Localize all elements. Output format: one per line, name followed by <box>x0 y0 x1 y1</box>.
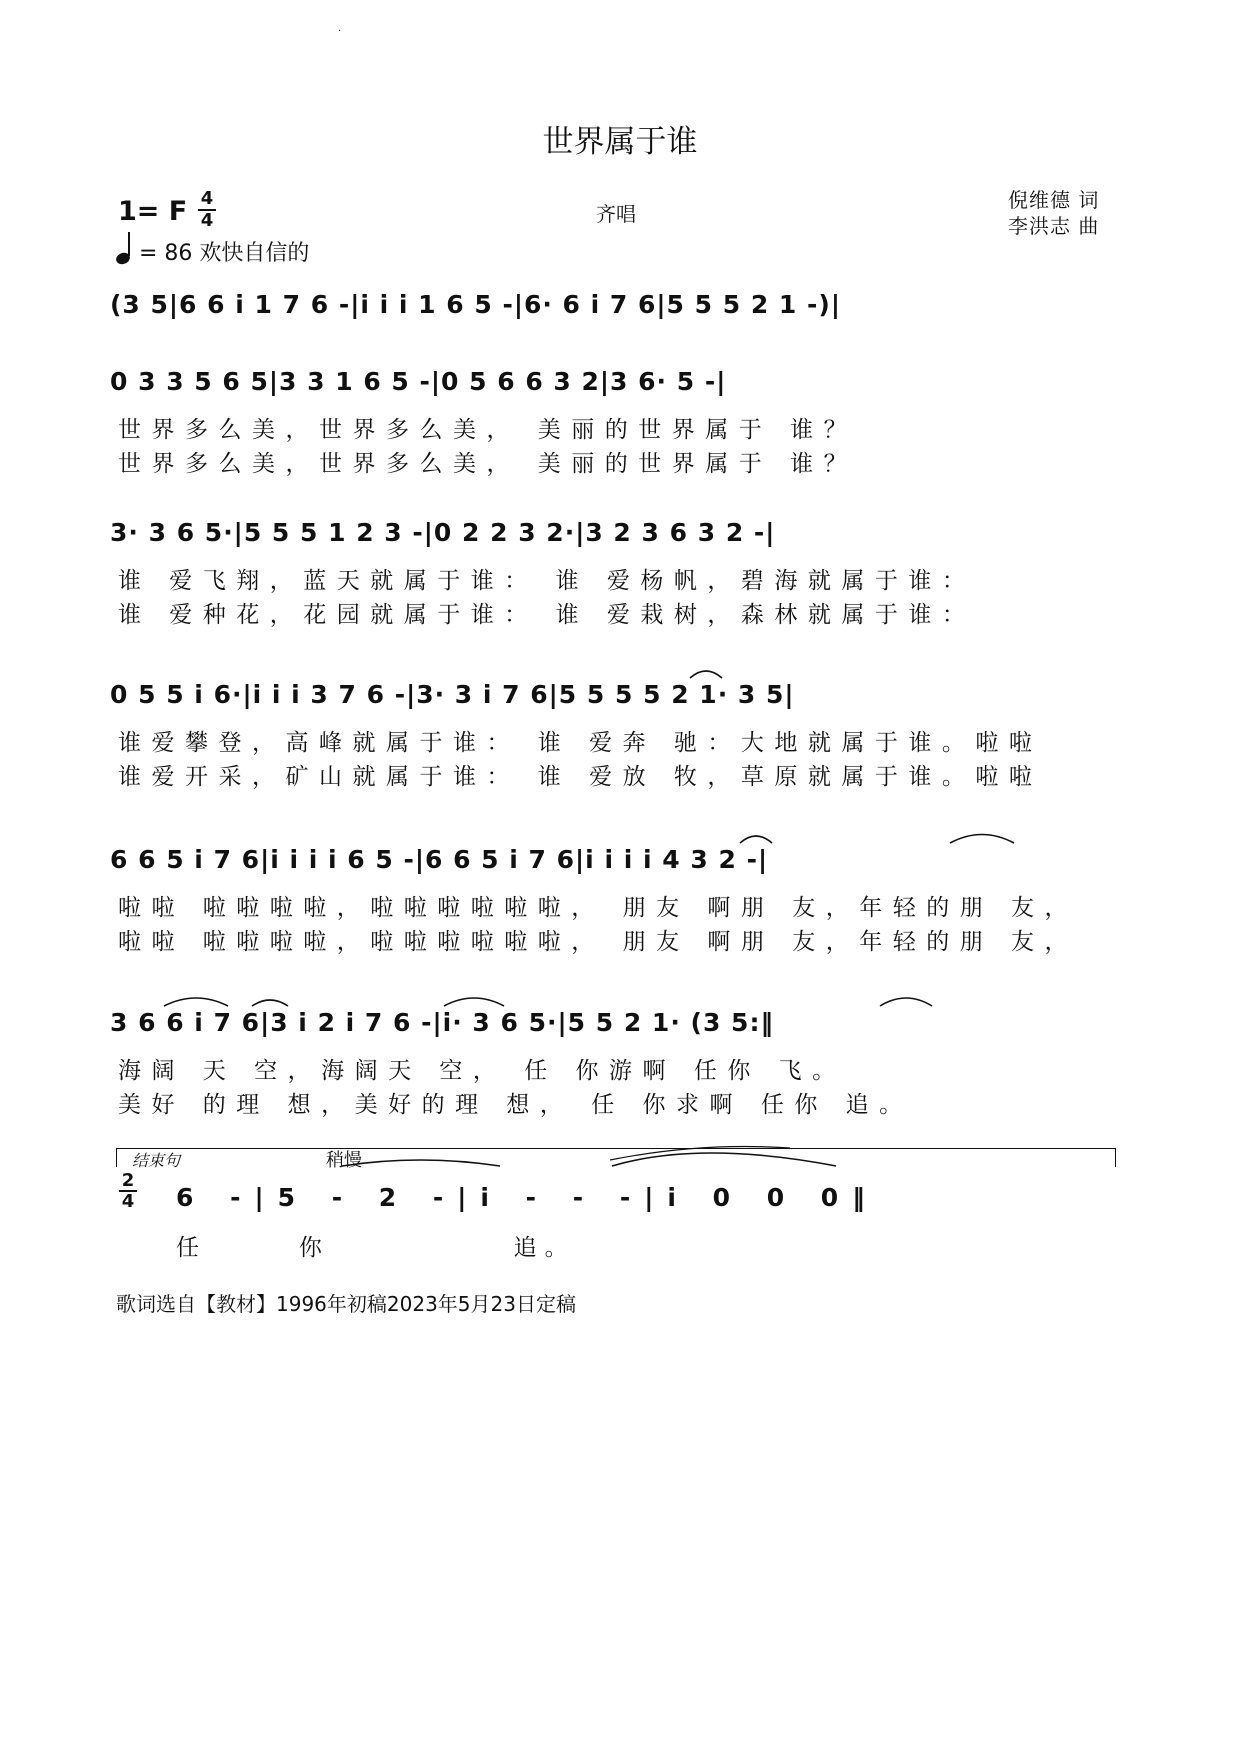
coda-notation: 6 -|5 - 2 -|i - - -|i 0 0 0‖ <box>176 1183 879 1212</box>
tempo-text: = 86 欢快自信的 <box>139 241 310 266</box>
time-sig-top: 4 <box>200 188 214 209</box>
notation-line: 6 6 5 i 7 6|i i i i 6 5 -|6 6 5 i 7 6|i i i i 4 3 2 -| <box>110 845 769 874</box>
lyric-line-2: 世界多么美，世界多么美， 美丽的世界属于 谁？ <box>118 451 858 477</box>
lyric-line-2: 谁爱开采，矿山就属于谁： 谁 爱放 牧，草原就属于谁。啦啦 <box>118 764 1043 790</box>
song-title: 世界属于谁 <box>542 124 698 160</box>
notation-line: (3 5|6 6 i 1 7 6 -|i i i 1 6 5 -|6· 6 i 7 6|5 5 5 2 1 -)| <box>110 290 841 319</box>
lyric-line-1: 谁爱攀登，高峰就属于谁： 谁 爱奔 驰：大地就属于谁。啦啦 <box>118 730 1043 756</box>
composer-credit: 李洪志 曲 <box>1008 214 1100 238</box>
performance-style: 齐唱 <box>596 202 636 226</box>
notation-line: 0 3 3 5 6 5|3 3 1 6 5 -|0 5 6 6 3 2|3 6· 5 -| <box>110 367 727 396</box>
lyricist-credit: 倪维德 词 <box>1008 188 1100 212</box>
lyric-line-2: 谁 爱种花，花园就属于谁： 谁 爱栽树，森林就属于谁： <box>118 602 976 628</box>
source-note: 歌词选自【教材】1996年初稿2023年5月23日定稿 <box>116 1292 576 1316</box>
lyric-line-1: 海阔 天 空，海阔天 空， 任 你游啊 任你 飞。 <box>118 1058 846 1084</box>
coda-time-bottom: 4 <box>121 1191 135 1212</box>
lyric-line-1: 啦啦 啦啦啦啦，啦啦啦啦啦啦， 朋友 啊朋 友，年轻的朋 友， <box>118 895 1079 921</box>
lyric-line-2: 美好 的理 想，美好的理 想， 任 你求啊 任你 追。 <box>118 1092 913 1118</box>
time-sig-bottom: 4 <box>200 210 214 231</box>
lyric-line-1: 谁 爱飞翔，蓝天就属于谁： 谁 爱杨帆，碧海就属于谁： <box>118 568 976 594</box>
lyric-line-1: 世界多么美，世界多么美， 美丽的世界属于 谁？ <box>118 417 858 443</box>
coda-lyric: 任 你 追。 <box>176 1235 576 1261</box>
key-signature: 1= F <box>118 196 188 227</box>
slow-marking: 稍慢 <box>326 1150 362 1171</box>
notation-line: 3 6 6 i 7 6|3 i 2 i 7 6 -|i· 3 6 5·|5 5 2 1· (3 5:‖ <box>110 1008 774 1037</box>
coda-time-top: 2 <box>121 1170 135 1191</box>
notation-line: 0 5 5 i 6·|i i i 3 7 6 -|3· 3 i 7 6|5 5 5 5 2 1· 3 5| <box>110 680 795 709</box>
notation-line: 3· 3 6 5·|5 5 5 1 2 3 -|0 2 2 3 2·|3 2 3 6 3 2 -| <box>110 518 776 547</box>
coda-label: 结束句 <box>132 1151 181 1170</box>
lyric-line-2: 啦啦 啦啦啦啦，啦啦啦啦啦啦， 朋友 啊朋 友，年轻的朋 友， <box>118 929 1079 955</box>
page-dot: · <box>338 26 342 37</box>
